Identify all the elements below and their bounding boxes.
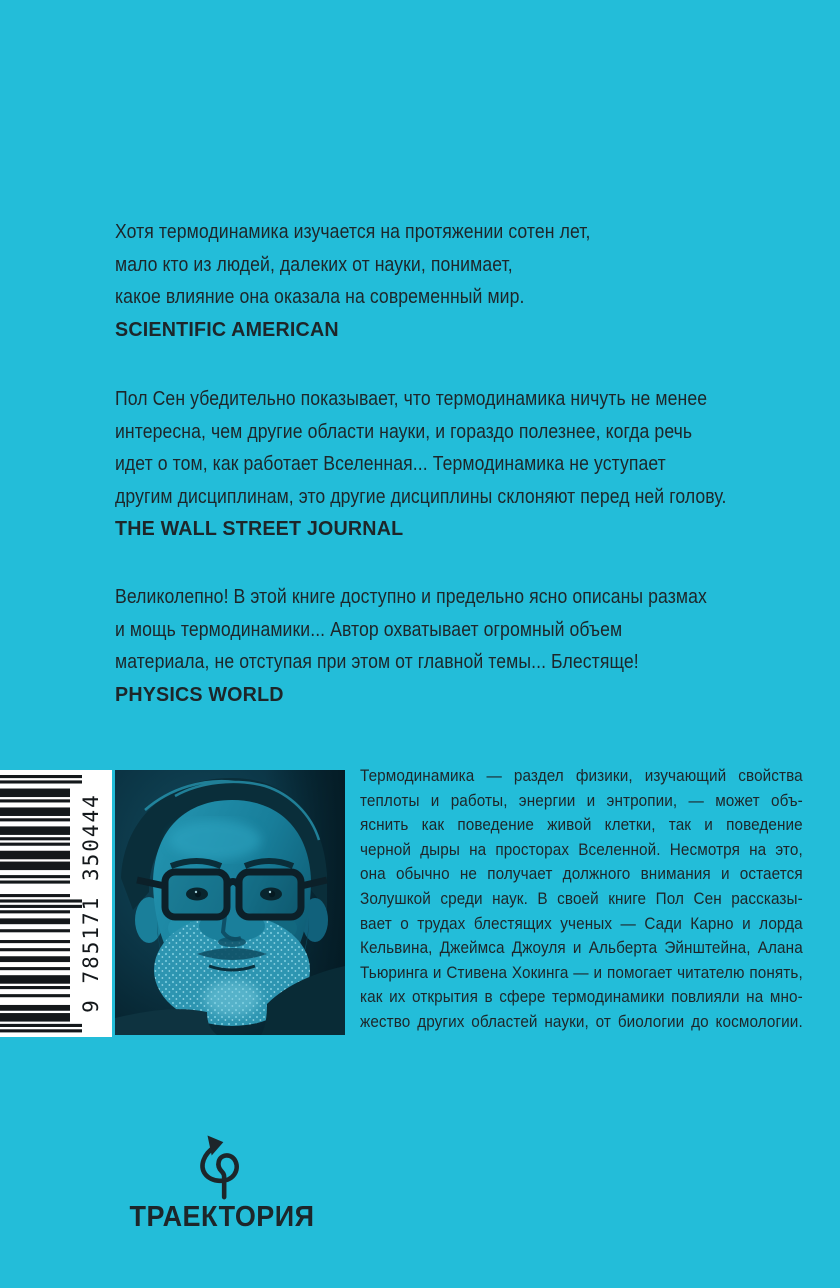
barcode-bar [0,807,70,810]
barcode-bar [0,864,70,867]
barcode-bar [0,967,70,970]
quote-lines [115,216,815,314]
barcode-bar [0,1029,82,1032]
barcode-bar [0,775,82,778]
logo-swirl [203,1147,237,1197]
text-line: Термодинамика — раздел физики, изучающий свойства [360,766,803,785]
barcode-bar [0,862,70,865]
text-line: другим дисциплинам, это другие дисциплины склоняют перед ней голову. [115,484,727,508]
barcode-bar [0,1016,70,1019]
isbn-barcode-label [0,770,112,1037]
barcode-bar [0,948,70,951]
barcode-bar [0,780,82,783]
barcode-bar [0,940,70,943]
text-line: теплоты и работы, энергии и энтропии, — может объ- [360,790,803,810]
isbn-number: 9 785171 350444 [79,793,103,1013]
text-line: яснить как поведение живой клетки, так и поведение [360,815,803,835]
barcode-bar [0,818,70,821]
text-line: как их открытия в сфере термодинамики повлияли на мно- [360,987,803,1007]
barcode-bar [0,994,70,997]
barcode-bar [0,910,70,913]
barcode-bar [0,813,70,816]
chin-highlight [204,980,260,1016]
barcode-bar [0,978,70,981]
barcode-bar [0,843,70,846]
nose-shadow [218,937,246,947]
text-line: она обычно не получает должного внимания и остается [360,864,803,884]
text-line: Великолепно! В этой книге доступно и предельно ясно описаны размах [115,585,707,608]
barcode-bar [0,975,70,978]
publisher-name: ТРАЕКТОРИЯ [129,1201,315,1233]
text-line: интересна, чем другие области науки, и гораздо полезнее, когда речь [115,419,693,443]
barcode-bar [0,810,70,813]
barcode-bar [0,794,70,797]
barcode-bar [0,853,70,856]
barcode-bar [0,856,70,859]
barcode-bar [0,1013,70,1016]
publisher-logo-icon [188,1133,252,1203]
text-line: Кельвина, Джеймса Джоуля и Альберта Эйнштейна, Алана [360,938,803,958]
text-line: вает о трудах блестящих ученых — Сади Карно и лорда [360,913,803,933]
book-annotation [360,764,803,1035]
barcode-bar [0,829,70,832]
text-line: Хотя термодинамика изучается на протяжении сотен лет, [115,220,591,243]
barcode-bar [0,921,70,924]
barcode-bar [0,918,70,921]
quote-lines [115,581,815,679]
text-line: черной дыры на просторах Вселенной. Несмотря на это, [360,839,803,859]
text-line: мало кто из людей, далеких от науки, понимает, [115,252,513,276]
text-line: жество других областей науки, от биологии до космологии. [360,1011,803,1031]
barcode-bar [0,929,70,932]
barcode-bar [0,905,82,908]
text-line: материала, не отступая при этом от главной темы... Блестяще! [115,650,639,674]
barcode-bar [0,832,70,835]
quote-source: THE WALL STREET JOURNAL [115,517,404,541]
barcode-bar [0,789,70,792]
text-line: Тьюринга и Стивена Хокинга — и помогает читателю понять, [360,962,803,982]
barcode-bar [0,1005,70,1008]
barcode-bar [0,791,70,794]
press-quote-scientific-american [115,216,815,346]
barcode-bar [0,1018,70,1021]
barcode-bar [0,986,70,989]
barcode-bar [0,899,82,902]
barcode-bar [0,837,70,840]
author-photo [115,770,345,1035]
quote-source: SCIENTIFIC AMERICAN [115,317,339,341]
barcode-bar [0,799,70,802]
text-line: идет о том, как работает Вселенная... Термодинамика не уступает [115,452,666,476]
text-line: и мощь термодинамики... Автор охватывает огромный объем [115,617,623,641]
quote-lines [115,383,815,513]
barcode-bar [0,1008,70,1011]
text-line: Золушкой среди наук. В своей книге Пол Сен рассказы- [360,888,803,908]
barcode-bar [0,894,70,897]
barcode-bar [0,1024,82,1027]
barcode-bar [0,956,70,959]
barcode-bar [0,981,70,984]
barcode-bar [0,959,70,962]
barcode-bar [0,826,70,829]
text-line: какое влияние она оказала на современный мир. [115,285,525,309]
barcode-bar [0,867,70,870]
barcode-bar [0,881,70,884]
forehead-highlight [169,820,261,860]
press-quote-physics-world [115,581,815,711]
press-quote-wall-street-journal [115,383,815,546]
quote-source: PHYSICS WORLD [115,682,284,706]
text-line: Пол Сен убедительно показывает, что термодинамика ничуть не менее [115,387,708,410]
barcode-bar [0,875,70,878]
barcode-bar [0,851,70,854]
